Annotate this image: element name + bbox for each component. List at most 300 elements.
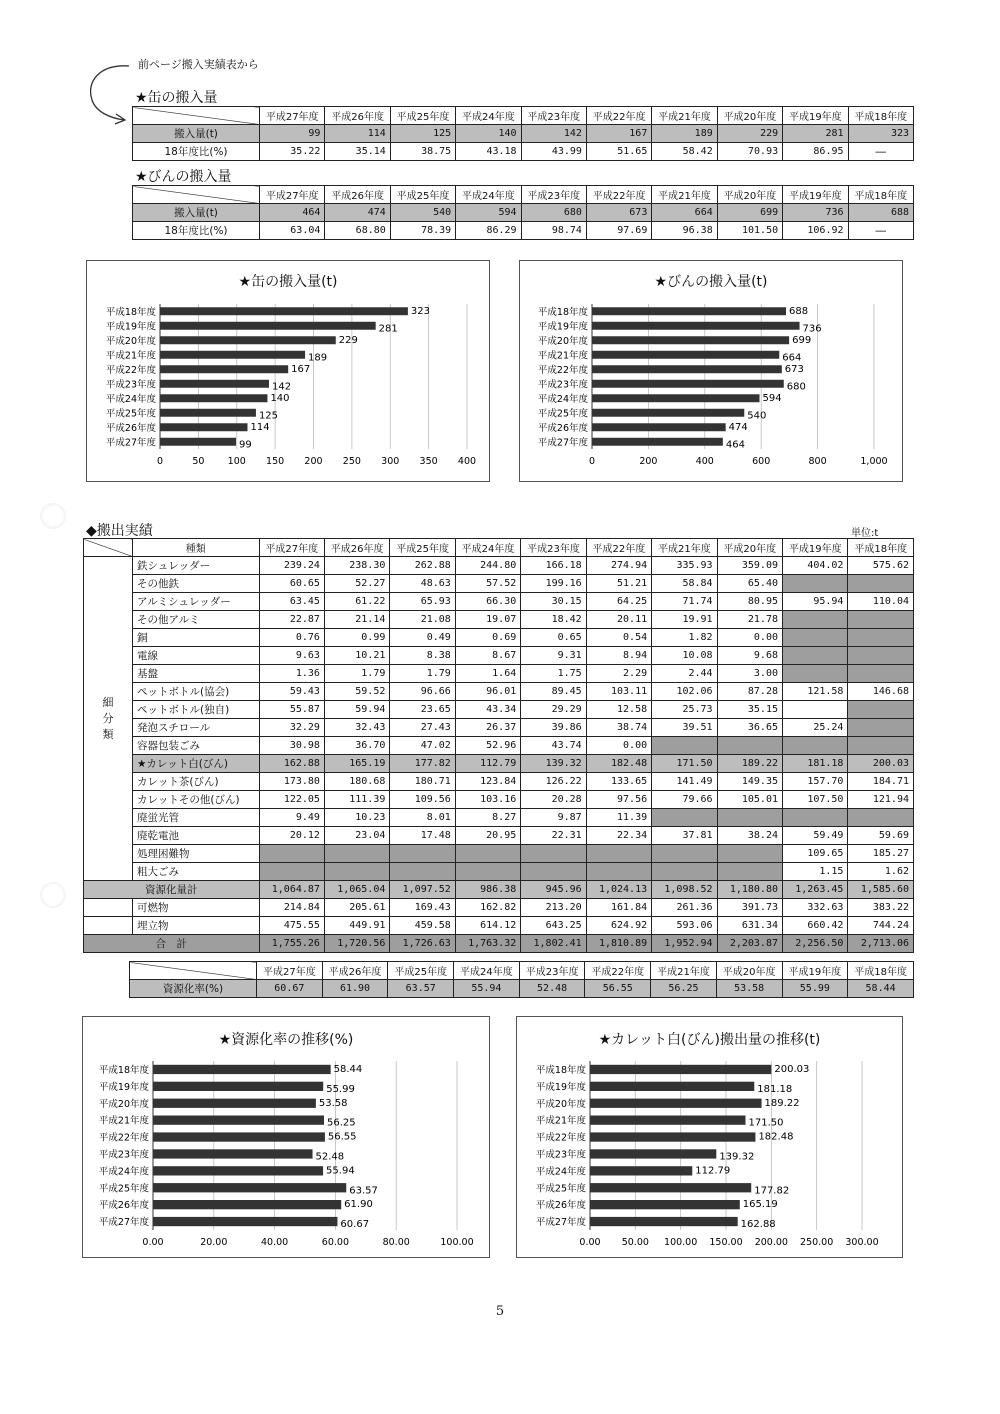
row-label: 18年度比(%) xyxy=(133,143,260,161)
value-cell: 8.38 xyxy=(390,647,455,665)
year-header: 平成27年度 xyxy=(257,962,323,980)
value-cell: 688 xyxy=(848,204,913,222)
value-cell: 30.98 xyxy=(259,737,324,755)
summary-label: 資源化量計 xyxy=(84,881,260,899)
value-cell xyxy=(652,809,717,827)
table-row xyxy=(84,755,914,773)
value-cell: 1,720.56 xyxy=(324,935,389,953)
value-cell: 1.64 xyxy=(455,665,520,683)
value-cell: 66.30 xyxy=(455,593,520,611)
value-cell: 35.22 xyxy=(260,143,325,161)
value-cell: 185.27 xyxy=(848,845,914,863)
bottle-chart-title: ★びんの搬入量(t) xyxy=(654,274,768,290)
category-label: 平成18年度 xyxy=(98,1064,149,1076)
value-cell: 664 xyxy=(652,204,717,222)
can-intake-chart xyxy=(86,260,490,482)
page-number: 5 xyxy=(495,1304,505,1319)
value-cell: 9.87 xyxy=(521,809,586,827)
value-cell: 80.95 xyxy=(717,593,782,611)
year-header: 平成23年度 xyxy=(521,107,586,125)
value-cell xyxy=(717,809,782,827)
data-label: 60.67 xyxy=(340,1219,370,1231)
curved-arrow-icon xyxy=(84,60,134,130)
bar xyxy=(592,322,800,330)
data-label: 323 xyxy=(410,305,430,317)
value-cell: 126.22 xyxy=(521,773,586,791)
value-cell: 673 xyxy=(586,204,651,222)
value-cell: 594 xyxy=(456,204,521,222)
row-label: 資源化率(%) xyxy=(130,980,257,998)
group-label-char: 類 xyxy=(102,727,114,741)
value-cell: 123.84 xyxy=(455,773,520,791)
x-tick-label: 150.00 xyxy=(709,1237,743,1248)
bar xyxy=(153,1183,346,1192)
value-cell: 459.58 xyxy=(390,917,455,935)
value-cell: 20.11 xyxy=(586,611,651,629)
table-row xyxy=(84,809,914,827)
bar xyxy=(160,438,236,446)
table-row xyxy=(133,222,914,240)
value-cell: 9.68 xyxy=(717,647,782,665)
value-cell: 2.44 xyxy=(652,665,717,683)
value-cell: 133.65 xyxy=(586,773,651,791)
bar xyxy=(592,351,779,359)
value-cell: 25.24 xyxy=(783,719,848,737)
data-label: 142 xyxy=(271,381,292,393)
row-label: 容器包装ごみ xyxy=(133,737,260,755)
value-cell xyxy=(259,845,324,863)
bar xyxy=(590,1200,740,1209)
value-cell: 59.49 xyxy=(783,827,848,845)
bar xyxy=(592,307,786,315)
year-header: 平成25年度 xyxy=(390,107,455,125)
value-cell: 59.43 xyxy=(259,683,324,701)
value-cell: 0.69 xyxy=(455,629,520,647)
value-cell: 43.18 xyxy=(456,143,521,161)
category-label: 平成21年度 xyxy=(537,350,588,362)
data-label: 680 xyxy=(786,381,806,393)
value-cell: 161.84 xyxy=(586,899,651,917)
value-cell: 1,065.04 xyxy=(324,881,389,899)
value-cell: 39.86 xyxy=(521,719,586,737)
value-cell: 238.30 xyxy=(324,557,389,575)
value-cell: 109.65 xyxy=(783,845,848,863)
value-cell: ― xyxy=(848,143,913,161)
value-cell: 383.22 xyxy=(848,899,914,917)
data-label: 52.48 xyxy=(315,1151,345,1163)
value-cell: 21.78 xyxy=(717,611,782,629)
year-header: 平成18年度 xyxy=(848,539,914,557)
value-cell xyxy=(390,863,455,881)
value-cell: 22.87 xyxy=(259,611,324,629)
value-cell: 99 xyxy=(260,125,325,143)
value-cell: 36.65 xyxy=(717,719,782,737)
bar xyxy=(590,1099,762,1108)
value-cell: 1.75 xyxy=(521,665,586,683)
value-cell: 19.91 xyxy=(652,611,717,629)
x-tick-label: 20.00 xyxy=(200,1237,228,1248)
value-cell: 181.18 xyxy=(783,755,848,773)
value-cell xyxy=(783,809,848,827)
value-cell: 261.36 xyxy=(652,899,717,917)
category-label: 平成26年度 xyxy=(537,422,588,434)
data-label: 177.82 xyxy=(754,1185,790,1197)
bar xyxy=(160,351,305,359)
value-cell: 180.71 xyxy=(390,773,455,791)
row-label: 基盤 xyxy=(133,665,260,683)
year-header: 平成26年度 xyxy=(322,962,388,980)
value-cell: 205.61 xyxy=(324,899,389,917)
value-cell: 105.01 xyxy=(717,791,782,809)
value-cell: 189 xyxy=(652,125,717,143)
value-cell: 111.39 xyxy=(324,791,389,809)
value-cell: 10.08 xyxy=(652,647,717,665)
table-row xyxy=(84,629,914,647)
value-cell: 52.96 xyxy=(455,737,520,755)
value-cell: 103.11 xyxy=(586,683,651,701)
year-header: 平成21年度 xyxy=(652,107,717,125)
data-label: 167 xyxy=(291,363,311,375)
value-cell: 79.66 xyxy=(652,791,717,809)
x-tick-label: 100.00 xyxy=(440,1237,474,1248)
value-cell: 65.93 xyxy=(390,593,455,611)
value-cell: 9.49 xyxy=(259,809,324,827)
data-label: 162.88 xyxy=(740,1219,776,1231)
category-label: 平成25年度 xyxy=(105,408,156,420)
value-cell: 55.94 xyxy=(454,980,520,998)
value-cell: 244.80 xyxy=(455,557,520,575)
row-label: 鉄シュレッダー xyxy=(133,557,260,575)
value-cell: 39.51 xyxy=(652,719,717,737)
bottle-section-title: ★びんの搬入量 xyxy=(135,169,232,185)
category-label: 平成21年度 xyxy=(98,1115,149,1127)
x-tick-label: 0 xyxy=(588,456,596,467)
bar xyxy=(153,1200,341,1209)
bar xyxy=(590,1116,745,1125)
value-cell: 1,802.41 xyxy=(521,935,586,953)
category-label: 平成22年度 xyxy=(535,1132,586,1144)
bar xyxy=(590,1082,754,1091)
value-cell: 19.07 xyxy=(455,611,520,629)
value-cell: 52.48 xyxy=(519,980,585,998)
row-label: 18年度比(%) xyxy=(133,222,260,240)
value-cell: 96.38 xyxy=(652,222,717,240)
value-cell: 229 xyxy=(717,125,782,143)
data-label: 55.99 xyxy=(326,1083,355,1095)
value-cell: 139.32 xyxy=(521,755,586,773)
value-cell: 96.01 xyxy=(455,683,520,701)
bar xyxy=(153,1166,323,1175)
bar xyxy=(160,409,256,417)
value-cell: 332.63 xyxy=(783,899,848,917)
value-cell: 51.21 xyxy=(586,575,651,593)
value-cell: 614.12 xyxy=(455,917,520,935)
value-cell: 173.80 xyxy=(259,773,324,791)
value-cell xyxy=(848,647,914,665)
data-label: 63.57 xyxy=(349,1185,378,1197)
value-cell xyxy=(652,863,717,881)
value-cell: 2,203.87 xyxy=(717,935,782,953)
x-tick-label: 200.00 xyxy=(754,1237,788,1248)
header-diagonal-cell xyxy=(133,107,260,125)
value-cell: 182.48 xyxy=(586,755,651,773)
x-tick-label: 50.00 xyxy=(621,1237,649,1248)
data-label: 673 xyxy=(784,363,804,375)
recycling-rate-chart xyxy=(82,1016,490,1258)
value-cell: 43.34 xyxy=(455,701,520,719)
data-label: 200.03 xyxy=(774,1063,810,1075)
value-cell: 58.44 xyxy=(848,980,914,998)
value-cell: 59.94 xyxy=(324,701,389,719)
value-cell: 2,713.06 xyxy=(848,935,914,953)
value-cell: 146.68 xyxy=(848,683,914,701)
value-cell: 58.42 xyxy=(652,143,717,161)
category-label: 平成23年度 xyxy=(98,1149,149,1161)
value-cell: 86.29 xyxy=(456,222,521,240)
category-label: 平成22年度 xyxy=(105,364,156,376)
year-header: 平成20年度 xyxy=(717,539,782,557)
year-header: 平成23年度 xyxy=(521,539,586,557)
bar xyxy=(592,394,760,402)
value-cell: 63.57 xyxy=(388,980,454,998)
value-cell: 199.16 xyxy=(521,575,586,593)
value-cell: 23.04 xyxy=(324,827,389,845)
year-header: 平成19年度 xyxy=(782,962,848,980)
value-cell: 945.96 xyxy=(521,881,586,899)
table-row xyxy=(84,863,914,881)
summary-row xyxy=(84,935,914,953)
category-label: 平成22年度 xyxy=(537,364,588,376)
value-cell: 1,098.52 xyxy=(652,881,717,899)
value-cell: 8.67 xyxy=(455,647,520,665)
value-cell: 1,064.87 xyxy=(259,881,324,899)
data-label: 56.25 xyxy=(327,1117,356,1129)
category-label: 平成20年度 xyxy=(537,335,588,347)
value-cell: 141.49 xyxy=(652,773,717,791)
value-cell: 699 xyxy=(717,204,782,222)
value-cell: 96.66 xyxy=(390,683,455,701)
value-cell xyxy=(390,845,455,863)
can-chart-title: ★缶の搬入量(t) xyxy=(238,274,338,290)
category-label: 平成25年度 xyxy=(535,1183,586,1195)
value-cell: 149.35 xyxy=(717,773,782,791)
value-cell: 22.31 xyxy=(521,827,586,845)
value-cell: 17.48 xyxy=(390,827,455,845)
value-cell xyxy=(586,845,651,863)
value-cell xyxy=(455,845,520,863)
x-tick-label: 100 xyxy=(227,456,246,467)
value-cell: 165.19 xyxy=(324,755,389,773)
value-cell xyxy=(717,863,782,881)
x-tick-label: 300.00 xyxy=(845,1237,879,1248)
value-cell xyxy=(848,701,914,719)
cullet-white-chart xyxy=(516,1016,903,1258)
x-tick-label: 0 xyxy=(156,456,164,467)
value-cell xyxy=(783,575,848,593)
value-cell xyxy=(324,845,389,863)
header-diagonal-cell xyxy=(130,962,257,980)
data-label: 58.44 xyxy=(333,1063,363,1075)
year-header: 平成22年度 xyxy=(585,962,651,980)
value-cell: 475.55 xyxy=(259,917,324,935)
year-header: 平成24年度 xyxy=(456,186,521,204)
punch-hole xyxy=(40,503,66,529)
value-cell: 166.18 xyxy=(521,557,586,575)
value-cell xyxy=(848,719,914,737)
category-label: 平成26年度 xyxy=(98,1200,149,1212)
bar xyxy=(592,438,723,446)
value-cell: 47.02 xyxy=(390,737,455,755)
value-cell: 1,755.26 xyxy=(259,935,324,953)
value-cell: 8.94 xyxy=(586,647,651,665)
category-label: 平成19年度 xyxy=(105,321,156,333)
bar xyxy=(160,380,269,388)
value-cell: 213.20 xyxy=(521,899,586,917)
row-label: ペットボトル(協会) xyxy=(133,683,260,701)
category-label: 平成25年度 xyxy=(98,1183,149,1195)
value-cell: 157.70 xyxy=(783,773,848,791)
value-cell: 1.62 xyxy=(848,863,914,881)
category-label: 平成23年度 xyxy=(105,379,156,391)
x-tick-label: 400 xyxy=(695,456,714,467)
category-label: 平成22年度 xyxy=(98,1132,149,1144)
value-cell: 171.50 xyxy=(652,755,717,773)
summary-row xyxy=(84,881,914,899)
row-label: 埋立物 xyxy=(133,917,260,935)
row-label: 処理困難物 xyxy=(133,845,260,863)
value-cell: 391.73 xyxy=(717,899,782,917)
table-row xyxy=(130,980,914,998)
year-header: 平成24年度 xyxy=(456,107,521,125)
year-header: 平成27年度 xyxy=(260,186,325,204)
value-cell: 86.95 xyxy=(783,143,848,161)
bottle-intake-table xyxy=(132,185,914,240)
value-cell: 169.43 xyxy=(390,899,455,917)
year-header: 平成27年度 xyxy=(259,539,324,557)
value-cell: 29.29 xyxy=(521,701,586,719)
data-label: 99 xyxy=(238,439,252,451)
value-cell: 167 xyxy=(586,125,651,143)
bar xyxy=(592,409,744,417)
data-label: 181.18 xyxy=(757,1083,793,1095)
year-header: 平成26年度 xyxy=(325,186,390,204)
value-cell: 0.00 xyxy=(717,629,782,647)
row-label: 搬入量(t) xyxy=(133,125,260,143)
value-cell: 1.15 xyxy=(783,863,848,881)
blank-cell xyxy=(84,899,133,917)
table-row xyxy=(133,143,914,161)
value-cell xyxy=(259,863,324,881)
value-cell xyxy=(717,845,782,863)
value-cell: 97.69 xyxy=(586,222,651,240)
out-results-table xyxy=(83,538,914,953)
bar xyxy=(160,423,247,431)
value-cell: 114 xyxy=(325,125,390,143)
value-cell: 177.82 xyxy=(390,755,455,773)
category-label: 平成27年度 xyxy=(98,1217,149,1229)
table-row xyxy=(133,125,914,143)
value-cell: 9.63 xyxy=(259,647,324,665)
year-header: 平成19年度 xyxy=(783,107,848,125)
value-cell: 142 xyxy=(521,125,586,143)
x-tick-label: 250.00 xyxy=(800,1237,834,1248)
group-label-char: 分 xyxy=(102,711,114,725)
value-cell: 97.56 xyxy=(586,791,651,809)
value-cell: 107.50 xyxy=(783,791,848,809)
punch-hole xyxy=(40,882,66,908)
value-cell: 1,024.13 xyxy=(586,881,651,899)
value-cell xyxy=(783,647,848,665)
table-row xyxy=(84,917,914,935)
value-cell xyxy=(783,701,848,719)
value-cell: 36.70 xyxy=(324,737,389,755)
value-cell: 660.42 xyxy=(783,917,848,935)
bar xyxy=(592,365,782,373)
bar xyxy=(592,380,784,388)
value-cell: 624.92 xyxy=(586,917,651,935)
table-row xyxy=(84,611,914,629)
year-header: 平成22年度 xyxy=(586,186,651,204)
data-label: 53.58 xyxy=(318,1097,348,1109)
bar xyxy=(590,1149,716,1158)
value-cell: 140 xyxy=(456,125,521,143)
bar xyxy=(153,1065,331,1074)
data-label: 664 xyxy=(782,352,802,364)
year-header: 平成20年度 xyxy=(717,186,782,204)
value-cell: 43.99 xyxy=(521,143,586,161)
value-cell: 0.00 xyxy=(586,737,651,755)
table-row xyxy=(84,557,914,575)
value-cell: 1.82 xyxy=(652,629,717,647)
year-header: 平成21年度 xyxy=(651,962,717,980)
value-cell: 52.27 xyxy=(324,575,389,593)
year-header: 平成26年度 xyxy=(324,539,389,557)
category-label: 平成19年度 xyxy=(537,321,588,333)
data-label: 594 xyxy=(762,392,782,404)
category-label: 平成26年度 xyxy=(105,422,156,434)
value-cell: 71.74 xyxy=(652,593,717,611)
value-cell: 1,263.45 xyxy=(783,881,848,899)
value-cell xyxy=(521,863,586,881)
year-header: 平成18年度 xyxy=(848,962,914,980)
value-cell: 35.14 xyxy=(325,143,390,161)
value-cell: 59.52 xyxy=(324,683,389,701)
value-cell xyxy=(783,611,848,629)
value-cell: 8.01 xyxy=(390,809,455,827)
bar xyxy=(153,1116,324,1125)
bar xyxy=(590,1183,751,1192)
value-cell: 474 xyxy=(325,204,390,222)
year-header: 平成23年度 xyxy=(519,962,585,980)
x-tick-label: 250 xyxy=(342,456,361,467)
header-diagonal-cell xyxy=(133,186,260,204)
value-cell: 1,810.89 xyxy=(586,935,651,953)
value-cell: 1,097.52 xyxy=(390,881,455,899)
category-label: 平成20年度 xyxy=(105,335,156,347)
value-cell: 323 xyxy=(848,125,913,143)
value-cell: 43.74 xyxy=(521,737,586,755)
value-cell: 0.54 xyxy=(586,629,651,647)
rate-chart-title: ★資源化率の推移(%) xyxy=(218,1032,354,1048)
value-cell: 27.43 xyxy=(390,719,455,737)
value-cell: 18.42 xyxy=(521,611,586,629)
data-label: 139.32 xyxy=(719,1151,755,1163)
value-cell: 64.25 xyxy=(586,593,651,611)
year-header: 平成25年度 xyxy=(390,186,455,204)
data-label: 464 xyxy=(725,439,745,451)
year-header: 平成18年度 xyxy=(848,186,913,204)
value-cell: 20.95 xyxy=(455,827,520,845)
